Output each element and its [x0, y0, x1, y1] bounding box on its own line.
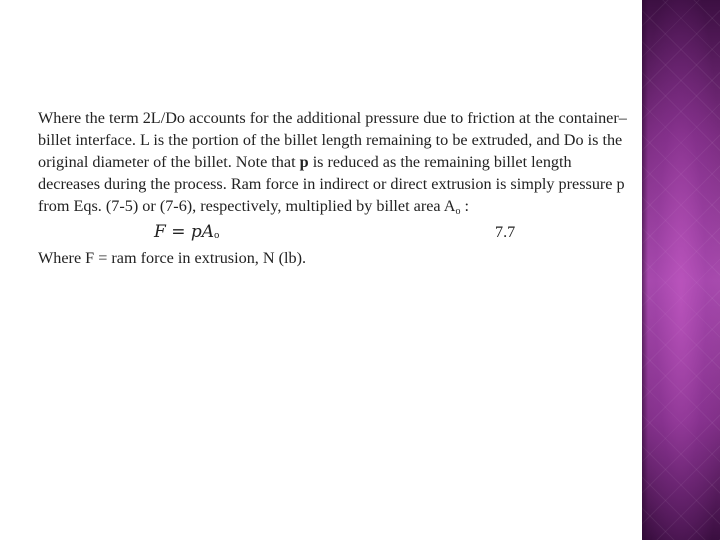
definition-line: Where F = ram force in extrusion, N (lb). [38, 249, 307, 267]
bold-p: p [299, 153, 309, 171]
paragraph-text-part2: is reduced as the remaining billet length decreases during the process. Ram force in indirect or direct extrusion is simply pressure p from Eqs. (7-5) or (7-6), respectively, multiplied by billet area A [38, 153, 625, 215]
equation-subscript: o [214, 231, 220, 241]
equation-row [38, 220, 633, 247]
slide-content [38, 107, 633, 269]
sidebar-shade [642, 0, 648, 540]
body-paragraph [38, 107, 633, 220]
equation [154, 221, 219, 246]
area-subscript: o [455, 206, 461, 217]
equation-lhs: F = pA [154, 222, 215, 242]
equation-number: 7.7 [495, 223, 516, 241]
decorative-sidebar [642, 0, 720, 540]
paragraph-text-part1: Where the term 2L/Do accounts for the additional pressure due to friction at the container– billet interface. L is the portion of the billet length remaining to be extruded, and Do is the original diameter of the billet. Note that [38, 109, 627, 171]
paragraph-tail: : [460, 197, 469, 215]
